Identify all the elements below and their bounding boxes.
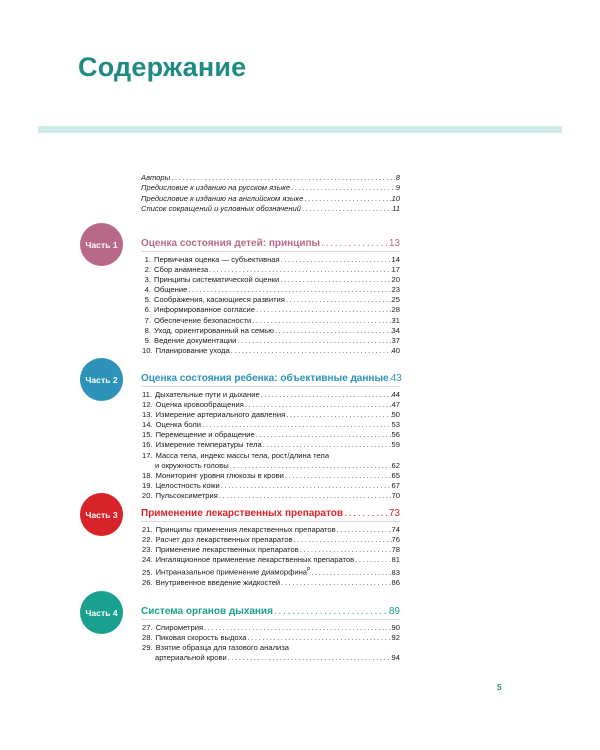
entry-text: Перемещение и обращение [155,430,255,440]
leader-dots [280,578,391,588]
leader-dots [310,568,391,578]
entry-number: 18. [142,470,153,480]
part-heading-title: Система органов дыхания [141,606,273,617]
entry-text: Расчет доз лекарственных препаратов [155,535,293,545]
item-page: 8 [395,173,400,182]
entry-page: 31 [391,315,400,325]
entry-superscript: Р [307,567,311,574]
toc-entry[interactable] [142,265,400,275]
part-heading-page: 89 [388,606,400,617]
leader-dots [274,326,392,336]
leader-dots [285,295,392,305]
leader-dots [262,440,392,450]
entry-page: 92 [391,633,400,643]
entry-text-continued: и окружность головы [155,460,229,470]
entry-text: Планирование ухода [155,345,230,355]
entry-text: Информированное согласие [154,305,255,315]
front-matter-item[interactable] [141,173,400,183]
entry-page: 67 [391,480,400,490]
entry-text: Интраназальное применение диаморфина [155,567,307,577]
entry-number: 20. [142,490,153,500]
entry-title [142,525,336,535]
entry-page: 59 [391,440,400,450]
entry-page: 76 [391,535,400,545]
toc-entry[interactable] [142,481,400,491]
entry-number: 11. [142,390,152,399]
entry-page: 37 [391,335,400,345]
toc-entry[interactable] [142,578,400,588]
leader-dots [244,400,392,410]
page-number: 5 [497,683,502,692]
leader-dots [284,471,392,481]
leader-dots [251,316,391,326]
leader-dots [336,525,392,535]
entry-title [142,643,289,653]
toc-entry[interactable] [142,545,400,555]
leader-dots [187,285,391,295]
entry-text: Оценка кровообращения [155,400,244,410]
part-heading[interactable] [141,605,400,618]
entry-page: 50 [391,410,400,420]
toc-entry[interactable] [142,255,400,265]
entry-title [142,481,220,491]
entry-page: 94 [391,653,400,663]
entry-number: 3. [144,275,151,285]
chapter-list [141,255,400,356]
part-heading-page: 13 [388,238,400,249]
leader-dots [279,275,391,285]
entry-number: 15. [142,430,153,440]
entry-title [142,565,310,578]
leader-dots [273,605,389,618]
entry-number: 19. [142,480,153,490]
entry-title [142,555,354,565]
heading-underline [141,386,400,387]
entry-number: 10. [142,345,153,355]
toc-entry[interactable] [142,390,400,400]
chapter-list [141,623,400,663]
entry-number: 23. [142,545,153,555]
entry-title [142,623,203,633]
entry-page: 47 [391,400,400,410]
entry-title [142,305,255,315]
leader-dots [280,255,392,265]
entry-page: 17 [391,265,400,275]
part-heading[interactable] [141,372,400,385]
entry-number: 6. [144,305,151,315]
part-badge: Часть 2 [80,358,123,401]
item-title: Список сокращений и условных обозначений [141,204,301,214]
part-badge: Часть 1 [80,223,123,266]
entry-page: 74 [391,525,400,534]
entry-title [142,440,262,450]
leader-dots [299,545,392,555]
toc-entry[interactable] [142,326,400,336]
leader-dots [343,507,389,520]
entry-text: Измерение артериального давления [155,410,286,420]
entry-number: 4. [144,285,151,295]
leader-dots [301,204,392,214]
entry-text: Оценка боли [155,420,202,430]
part-block [141,605,400,663]
entry-title [142,578,280,588]
leader-dots [230,346,392,356]
entry-page: 53 [391,420,400,430]
leader-dots [247,633,392,643]
entry-title [142,255,280,265]
leader-dots [285,410,391,420]
heading-underline [141,251,400,252]
entry-title [142,336,236,346]
entry-text: Соображения, касающиеся развития [154,295,285,305]
entry-title [142,491,218,501]
entry-title [142,316,251,326]
entry-title [142,410,285,420]
entry-text: Обеспечение безопасности [154,315,252,325]
part-heading[interactable] [141,237,400,250]
entry-title [142,346,230,356]
entry-text: Масса тела, индекс массы тела, рост/длина тела [155,450,330,460]
item-page: 11 [392,204,400,214]
entry-title [142,326,274,336]
entry-text: Целостность кожи [155,480,220,490]
entry-number: 28. [142,633,153,643]
leader-dots [293,535,392,545]
entry-text: Ведение документации [154,335,237,345]
entry-page: 14 [391,255,400,264]
entry-number: 26. [142,578,153,587]
part-heading-title: Применение лекарственных препаратов [141,508,343,519]
entry-number: 8. [144,325,151,335]
entry-title [142,295,285,305]
part-badge: Часть 3 [80,493,123,536]
toc-entry[interactable] [142,555,400,565]
entry-number: 2. [144,265,151,275]
part-badge: Часть 4 [80,591,123,634]
entry-text: Общение [154,285,188,295]
entry-page: 86 [391,578,400,587]
entry-title [142,430,255,440]
entry-title [142,275,279,285]
leader-dots [220,481,392,491]
part-heading-title: Оценка состояния ребенка: объективные данные [141,373,389,384]
toc-entry[interactable] [142,410,400,420]
entry-page: 70 [391,490,400,500]
entry-text: Мониторинг уровня глюкозы в крови [155,470,284,480]
entry-page: 62 [391,460,400,470]
entry-text: Взятие образца для газового анализа [155,643,289,653]
entry-number: 5. [144,295,151,305]
leader-dots [208,265,391,275]
entry-number: 1. [144,255,151,264]
toc-entry[interactable] [142,285,400,295]
heading-underline [141,521,400,522]
entry-number: 12. [142,400,153,410]
leader-dots [320,237,389,250]
entry-page: 81 [391,555,400,565]
toc-entry[interactable] [142,461,400,471]
entry-title [142,265,208,275]
front-matter-item[interactable] [141,204,400,214]
front-matter-item[interactable] [141,183,400,193]
page-title: Содержание [78,52,247,82]
entry-text: Сбор анамнеза [154,265,209,275]
entry-page: 44 [391,390,400,399]
entry-text: Измерение температуры тела [155,440,262,450]
toc-entry[interactable] [142,535,400,545]
toc-entry[interactable] [142,336,400,346]
item-page: 9 [395,183,400,193]
entry-title [142,633,247,643]
entry-number: 25. [142,567,153,577]
part-block [141,237,400,356]
entry-text: Ингаляционное применение лекарственных препаратов [155,555,355,565]
entry-title [142,545,299,555]
entry-title [142,451,329,461]
item-title: Авторы [141,173,171,182]
entry-text-continued: артериальной крови [155,653,227,663]
leader-dots [201,420,391,430]
toc-entry[interactable] [142,623,400,633]
leader-dots [203,623,391,633]
part-heading-page: 73 [388,508,400,519]
toc-entry[interactable] [142,305,400,315]
toc-entry[interactable] [142,471,400,481]
entry-number: 22. [142,535,153,545]
toc-entry[interactable] [142,525,400,535]
entry-number: 17. [142,450,153,460]
toc-entry[interactable] [142,643,400,653]
entry-text: Применение лекарственных препаратов [155,545,299,555]
leader-dots [354,555,391,565]
entry-page: 56 [391,430,400,440]
toc-entry[interactable] [142,565,400,578]
entry-text: Дыхательные пути и дыхание [155,390,260,399]
item-page: 10 [391,193,400,203]
toc-entry[interactable] [142,451,400,461]
leader-dots [255,430,392,440]
leader-dots [227,653,392,663]
leader-dots [260,390,392,400]
item-title: Предисловие к изданию на русском языке [141,183,291,193]
title-divider [38,126,562,133]
part-heading-title: Оценка состояния детей: принципы [141,238,321,249]
entry-text: Пиковая скорость выдоха [155,633,247,643]
leader-dots [255,305,392,315]
entry-number: 27. [142,623,153,632]
part-heading[interactable] [141,507,400,520]
entry-number: 7. [144,315,151,325]
entry-page: 90 [391,623,400,632]
entry-title [142,285,187,295]
toc-entry[interactable] [142,420,400,430]
entry-number: 16. [142,440,153,450]
toc-entry[interactable] [142,275,400,285]
entry-number: 9. [144,335,151,345]
entry-number: 13. [142,410,153,420]
entry-page: 34 [391,325,400,335]
entry-text: Спирометрия [155,623,204,632]
toc-entry[interactable] [142,316,400,326]
entry-text: Принципы применения лекарственных препаратов [155,525,336,534]
entry-page: 20 [391,275,400,285]
entry-title [142,390,260,400]
chapter-list [141,390,400,501]
toc-entry[interactable] [142,653,400,663]
toc-entry[interactable] [142,400,400,410]
chapter-list [141,525,400,588]
toc-entry[interactable] [142,440,400,450]
leader-dots [290,183,396,193]
toc-entry[interactable] [142,491,400,501]
toc-entry[interactable] [142,295,400,305]
part-block [141,507,400,588]
heading-underline [141,619,400,620]
entry-page: 25 [391,295,400,305]
leader-dots [170,173,396,183]
front-matter-item[interactable] [141,194,400,204]
toc-entry[interactable] [142,430,400,440]
entry-title [142,471,284,481]
leader-dots [236,336,391,346]
toc-entry[interactable] [142,633,400,643]
entry-number: 24. [142,555,153,565]
entry-page: 65 [391,470,400,480]
entry-text: Первичная оценка — субъективная [154,255,280,264]
item-title: Предисловие к изданию на английском языке [141,193,304,203]
part-heading-page: 43 [390,373,402,384]
entry-title [142,420,201,430]
entry-text: Уход, ориентированный на семью [154,325,274,335]
entry-title [142,400,244,410]
entry-text: Принципы систематической оценки [154,275,280,285]
part-block [141,372,400,501]
entry-page: 23 [391,285,400,295]
leader-dots [303,194,391,204]
entry-text: Пульсоксиметрия [155,490,218,500]
entry-title [142,535,293,545]
entry-page: 83 [391,567,400,577]
toc-entry[interactable] [142,346,400,356]
entry-title [142,461,229,471]
entry-title [142,653,227,663]
entry-page: 40 [391,345,400,355]
entry-number: 29. [142,643,153,653]
front-matter-list [141,173,400,215]
entry-number: 21. [142,525,153,534]
leader-dots [229,461,392,471]
entry-page: 28 [391,305,400,315]
entry-number: 14. [142,420,153,430]
entry-text: Внутривенное введение жидкостей [155,578,281,587]
entry-page: 78 [391,545,400,555]
leader-dots [218,491,392,501]
